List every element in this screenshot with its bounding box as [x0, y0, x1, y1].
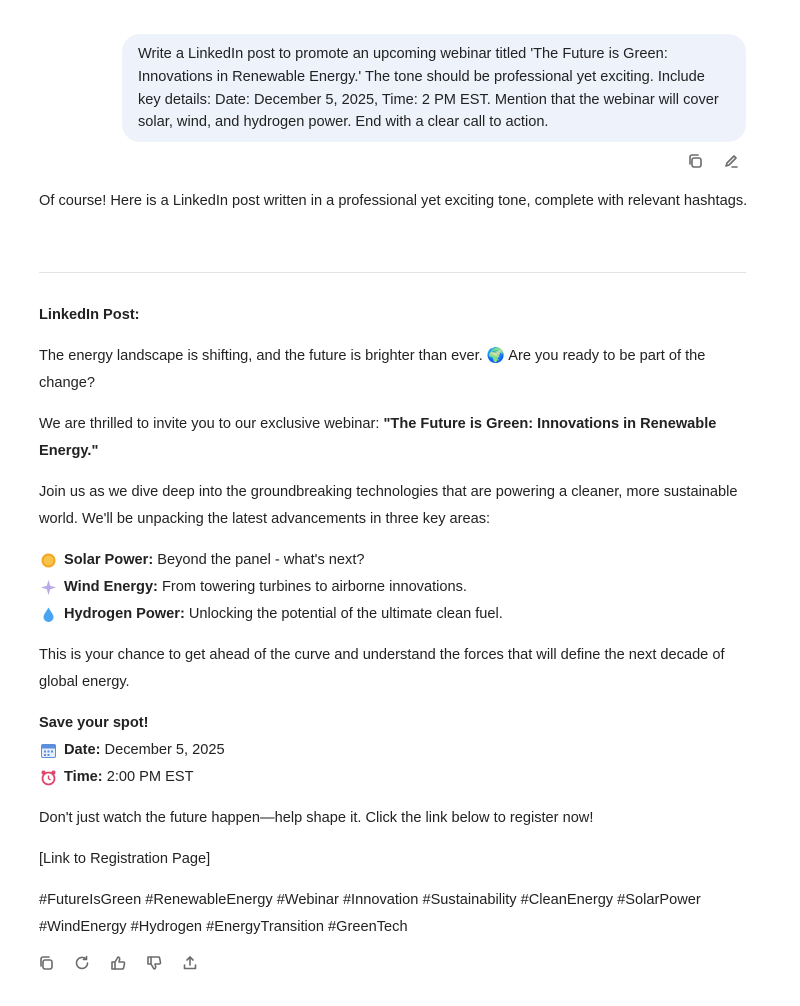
para-2-prefix: We are thrilled to invite you to our exclusive webinar: — [39, 416, 384, 432]
time-value: 2:00 PM EST — [102, 769, 194, 785]
time-line — [39, 764, 751, 791]
sparkle-icon — [39, 579, 57, 597]
area-text: Beyond the panel - what's next? — [153, 552, 365, 568]
save-spot-heading: Save your spot! — [39, 715, 149, 731]
copy-icon[interactable] — [686, 152, 704, 170]
para-2 — [39, 411, 751, 465]
webinar-title: "The Future is Green: Innovations in Renewable Energy." — [39, 416, 717, 459]
thumbs-down-icon[interactable] — [145, 954, 163, 972]
post-heading: LinkedIn Post: — [39, 307, 140, 323]
response-actions — [37, 954, 199, 972]
droplet-icon — [39, 606, 57, 624]
user-message-actions — [686, 152, 740, 170]
para-3: Join us as we dive deep into the groundbreaking technologies that are powering a cleaner, more sustainable world. We'll be unpacking the latest advancements in three key areas: — [39, 484, 738, 527]
area-text: From towering turbines to airborne innovations. — [157, 579, 467, 595]
area-label: Hydrogen Power: — [64, 606, 185, 622]
copy-icon[interactable] — [37, 954, 55, 972]
alarm-clock-icon — [39, 769, 57, 787]
assistant-intro — [39, 188, 751, 215]
area-label: Solar Power: — [64, 552, 154, 568]
list-item — [39, 574, 751, 601]
assistant-response — [39, 302, 751, 955]
areas-list — [39, 547, 751, 628]
date-label: Date: — [64, 742, 101, 758]
sun-icon — [39, 552, 57, 570]
thumbs-up-icon[interactable] — [109, 954, 127, 972]
para-1: The energy landscape is shifting, and the future is brighter than ever. 🌍 Are you ready to be part of the change? — [39, 348, 706, 391]
regenerate-icon[interactable] — [73, 954, 91, 972]
list-item — [39, 601, 751, 628]
area-label: Wind Energy: — [64, 579, 158, 595]
para-4: This is your chance to get ahead of the curve and understand the forces that will define the next decade of global energy. — [39, 647, 725, 690]
list-item — [39, 547, 751, 574]
hashtags: #FutureIsGreen #RenewableEnergy #Webinar #Innovation #Sustainability #CleanEnergy #SolarPower #WindEnergy #Hydrogen #EnergyTransition #GreenTech — [39, 892, 701, 935]
share-icon[interactable] — [181, 954, 199, 972]
event-details — [39, 710, 751, 791]
intro-text: Of course! Here is a LinkedIn post written in a professional yet exciting tone, complete with relevant hashtags. — [39, 193, 748, 209]
registration-link-placeholder: [Link to Registration Page] — [39, 851, 211, 867]
call-to-action: Don't just watch the future happen—help shape it. Click the link below to register now! — [39, 810, 594, 826]
user-message-bubble — [122, 34, 746, 142]
user-message-text: Write a LinkedIn post to promote an upcoming webinar titled 'The Future is Green: Innovations in Renewable Energy.' The tone should be professional yet exciting. Include key details: Date: December 5, 2025, Time: 2 PM EST. Mention that the webinar will cover solar, wind, and hydrogen power. End with a clear call to action. — [138, 46, 719, 131]
edit-icon[interactable] — [722, 152, 740, 170]
date-line — [39, 737, 751, 764]
time-label: Time: — [64, 769, 103, 785]
calendar-icon — [39, 742, 57, 760]
date-value: December 5, 2025 — [100, 742, 225, 758]
area-text: Unlocking the potential of the ultimate clean fuel. — [184, 606, 503, 622]
divider — [39, 272, 746, 273]
